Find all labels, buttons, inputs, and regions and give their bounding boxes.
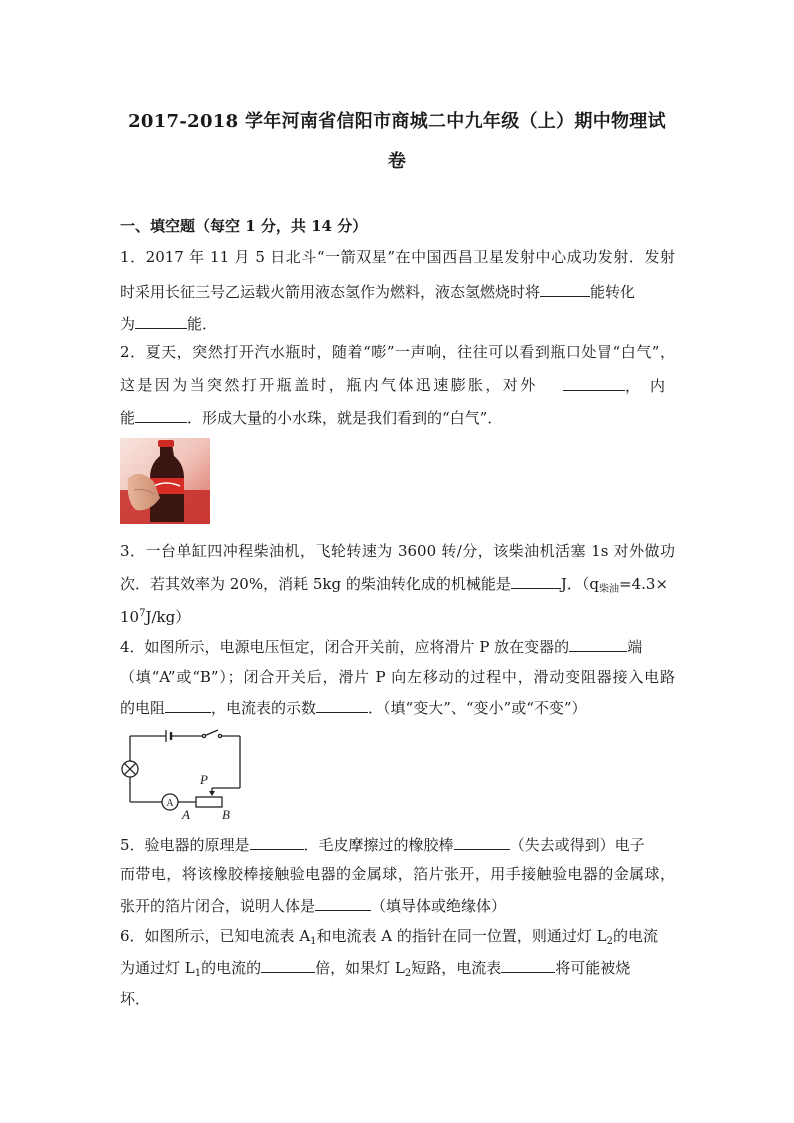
q2-blank-1[interactable] [563,375,625,391]
q1-text: 为 [120,315,136,333]
terminal-label-a: A [182,807,190,822]
q1-text: 时采用长征三号乙运载火箭用液态氢作为燃料，液态氢燃烧时将 [120,283,541,301]
q3-line2 [120,573,675,600]
circuit-diagram [120,722,250,822]
q1-line1: 1．2017 年 11 月 5 日北斗“一箭双星”在中国西昌卫星发射中心成功发射．发射 [120,248,675,266]
exam-title-line1: 2017-2018 学年河南省信阳市商城二中九年级（上）期中物理试 [128,111,666,132]
q4-line2: （填“A”或“B”）；闭合开关后，滑片 P 向左移动的过程中，滑动变阻器接入电路 [120,668,675,686]
q3-blank-1[interactable] [511,573,561,589]
q2-text: ．形成大量的小水珠，就是我们看到的“白气”． [187,409,503,427]
q3-text: 次．若其效率为 20%，消耗 5kg 的柴油转化成的机械能是 [120,575,511,593]
q2-text: 能 [120,409,136,427]
q6-line2 [120,957,675,984]
q3-text: J．（q [560,575,600,593]
q1-text: 能转化 [590,283,636,301]
q1-blank-2[interactable] [135,313,187,329]
q6-line1 [120,926,675,952]
exam-title-line2: 卷 [387,151,407,172]
q4-line3 [120,697,675,718]
q6-text: 的电流 [613,927,659,945]
q6-text: 短路，电流表 [411,959,502,977]
q4-blank-2[interactable] [165,697,211,713]
q3-text: J/kg） [145,608,191,626]
q6-blank-1[interactable] [261,957,315,973]
q3-text: =4.3× [619,575,669,593]
q3-line3 [120,604,675,627]
q4-text: ，电流表的示数 [211,699,317,717]
q6-subscript: 1 [194,968,202,979]
q5-text: ．毛皮摩擦过的橡胶棒 [303,836,454,854]
q3-text: 10 [120,608,140,626]
q2-line1: 2．夏天，突然打开汽水瓶时，随着“嘭”一声响，往往可以看到瓶口处冒“白气”， [120,343,675,361]
q4-text: ．（填“变大”、“变小”或“不变”） [368,699,587,717]
q4-line1 [120,636,675,657]
q1-line3 [120,313,675,334]
q6-text: 6．如图所示，已知电流表 A [120,927,311,945]
q6-text: 为通过灯 L [120,959,195,977]
q5-line2: 而带电，将该橡胶棒接触验电器的金属球，箔片张开，用手接触验电器的金属球， [120,865,675,883]
q4-blank-1[interactable] [569,636,627,652]
ammeter-label: A [166,798,174,809]
q2-blank-wrap [563,375,675,396]
q5-blank-2[interactable] [454,834,510,850]
q3-superscript: 7 [139,608,146,619]
q5-text: 5．验电器的原理是 [120,836,250,854]
q4-text: 的电阻 [120,699,166,717]
q2-text: ，内 [624,377,675,395]
q1-line2 [120,281,675,302]
q2-line2 [120,375,675,396]
q6-subscript: 1 [310,936,317,947]
q5-blank-3[interactable] [315,895,371,911]
q6-blank-2[interactable] [501,957,555,973]
q6-subscript: 2 [606,936,614,947]
q5-line1 [120,834,675,855]
q2-text: 这是因为当突然打开瓶盖时，瓶内气体迅速膨胀，对外 [120,376,538,394]
q5-blank-1[interactable] [250,834,304,850]
terminal-label-b: B [222,807,230,822]
q6-text: 的电流的 [201,959,262,977]
q5-text: （失去或得到）电子 [509,836,645,854]
q6-text: 倍，如果灯 L [315,959,405,977]
q4-blank-3[interactable] [316,697,368,713]
q3-subscript: 柴油 [599,584,620,595]
q3-line1: 3．一台单缸四冲程柴油机，飞轮转速为 3600 转/分，该柴油机活塞 1s 对外做功 [120,542,675,560]
q6-subscript: 2 [404,968,412,979]
q6-text: 和电流表 A 的指针在同一位置，则通过灯 L [316,927,607,945]
q2-line3 [120,407,675,428]
q5-line3 [120,895,675,916]
q5-text: 张开的箔片闭合，说明人体是 [120,897,316,915]
q4-text: 端 [627,638,643,656]
q6-line3: 坏． [120,990,151,1008]
section-heading: 一、填空题（每空 1 分，共 14 分） [120,217,368,235]
q1-text: 能． [187,315,218,333]
soda-bottle-photo [120,438,210,524]
q1-blank-1[interactable] [540,281,590,297]
q4-text: 4．如图所示，电源电压恒定，闭合开关前，应将滑片 P 放在变器的 [120,638,570,656]
q2-blank-2[interactable] [135,407,187,423]
soda-bottle-icon [120,438,210,524]
slider-label-p: P [200,772,208,787]
q5-text: （填导体或绝缘体） [371,897,507,915]
circuit-diagram-icon [120,722,250,822]
q6-text: 将可能被烧 [555,959,631,977]
